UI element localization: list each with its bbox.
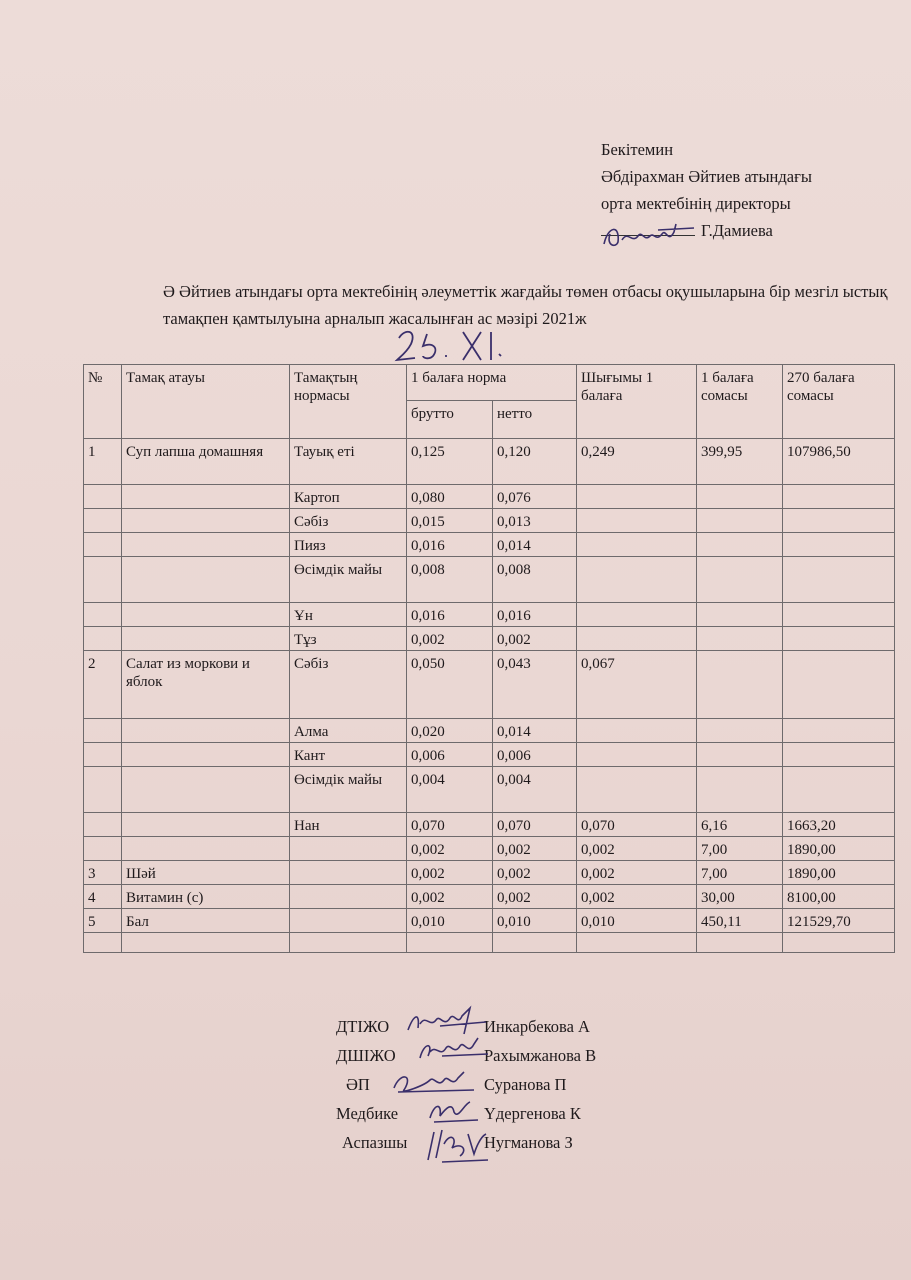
cell-sum-270 [783, 485, 895, 509]
header-sum-one: 1 балаға сомасы [697, 365, 783, 439]
signer-row [336, 1128, 756, 1157]
cell-output: 0,067 [577, 651, 697, 719]
cell-output [577, 933, 697, 953]
cell-output: 0,249 [577, 439, 697, 485]
cell-netto: 0,076 [493, 485, 577, 509]
cell-output: 0,002 [577, 861, 697, 885]
cell-sum-270 [783, 651, 895, 719]
cell-sum-one [697, 719, 783, 743]
cell-output [577, 485, 697, 509]
cell-netto: 0,120 [493, 439, 577, 485]
cell-num [84, 533, 122, 557]
cell-sum-270 [783, 509, 895, 533]
cell-dish [122, 813, 290, 837]
cell-num [84, 557, 122, 603]
cell-brutto: 0,002 [407, 861, 493, 885]
cell-num [84, 743, 122, 767]
cell-sum-one [697, 485, 783, 509]
cell-sum-270: 8100,00 [783, 885, 895, 909]
cell-sum-270 [783, 767, 895, 813]
approval-line-3: орта мектебінің директоры [601, 194, 791, 213]
table-row [84, 603, 895, 627]
cell-brutto: 0,006 [407, 743, 493, 767]
cell-ingredient [290, 909, 407, 933]
cell-dish: Витамин (с) [122, 885, 290, 909]
signer-name: Рахымжанова В [484, 1046, 597, 1065]
table-row [84, 885, 895, 909]
cell-sum-one: 30,00 [697, 885, 783, 909]
cell-sum-one [697, 627, 783, 651]
cell-netto: 0,010 [493, 909, 577, 933]
cell-sum-one [697, 767, 783, 813]
cell-brutto: 0,010 [407, 909, 493, 933]
cell-sum-one: 7,00 [697, 861, 783, 885]
cell-output: 0,070 [577, 813, 697, 837]
cell-dish: Салат из моркови и яблок [122, 651, 290, 719]
cell-num: 5 [84, 909, 122, 933]
cell-dish [122, 743, 290, 767]
table-row [84, 837, 895, 861]
cell-sum-270 [783, 743, 895, 767]
cell-netto: 0,006 [493, 743, 577, 767]
cell-brutto: 0,002 [407, 837, 493, 861]
cell-ingredient [290, 837, 407, 861]
cell-num [84, 719, 122, 743]
cell-dish: Шәй [122, 861, 290, 885]
cell-sum-one [697, 533, 783, 557]
table-row [84, 743, 895, 767]
signer-role: ӘП [346, 1075, 370, 1094]
header-brutto: брутто [407, 401, 493, 439]
cell-dish [122, 557, 290, 603]
cell-sum-270: 1890,00 [783, 837, 895, 861]
cell-num [84, 603, 122, 627]
cell-sum-one [697, 651, 783, 719]
handwritten-date-icon [393, 324, 523, 366]
cell-netto: 0,043 [493, 651, 577, 719]
document-title: Ә Әйтиев атындағы орта мектебінің әлеуметтік жағдайы төмен отбасы оқушыларына бір мезгіл ыстық тамақпен қамтылуына арналып жасалынған ас мәзірі 2021ж [163, 282, 888, 328]
cell-ingredient: Алма [290, 719, 407, 743]
signer-name: Суранова П [484, 1075, 567, 1094]
cell-num [84, 837, 122, 861]
header-norm-per-child: 1 балаға норма [407, 365, 577, 401]
table-row [84, 439, 895, 485]
cell-output [577, 627, 697, 651]
header-output: Шығымы 1 балаға [577, 365, 697, 439]
cell-dish [122, 627, 290, 651]
header-netto: нетто [493, 401, 577, 439]
header-dish: Тамақ атауы [122, 365, 290, 439]
cell-sum-270: 107986,50 [783, 439, 895, 485]
cell-dish [122, 509, 290, 533]
cell-ingredient: Өсімдік майы [290, 767, 407, 813]
director-name: Г.Дамиева [701, 221, 773, 240]
cell-dish [122, 837, 290, 861]
cell-sum-270 [783, 557, 895, 603]
cell-brutto: 0,016 [407, 533, 493, 557]
table-row [84, 861, 895, 885]
cell-netto: 0,002 [493, 885, 577, 909]
cell-dish: Суп лапша домашняя [122, 439, 290, 485]
cell-brutto: 0,002 [407, 627, 493, 651]
cell-output: 0,002 [577, 837, 697, 861]
cell-brutto: 0,125 [407, 439, 493, 485]
table-row [84, 533, 895, 557]
cell-sum-one [697, 603, 783, 627]
director-signature-line [601, 217, 901, 244]
cell-output [577, 533, 697, 557]
cell-output [577, 767, 697, 813]
table-row [84, 557, 895, 603]
cell-sum-one: 7,00 [697, 837, 783, 861]
cell-num [84, 509, 122, 533]
cell-netto: 0,008 [493, 557, 577, 603]
table-row [84, 813, 895, 837]
cell-num: 2 [84, 651, 122, 719]
cell-brutto: 0,002 [407, 885, 493, 909]
cell-sum-270 [783, 627, 895, 651]
cell-output [577, 719, 697, 743]
cell-sum-one [697, 933, 783, 953]
cell-num [84, 767, 122, 813]
cell-sum-270 [783, 603, 895, 627]
cell-netto: 0,002 [493, 861, 577, 885]
cell-ingredient: Ұн [290, 603, 407, 627]
cell-netto [493, 933, 577, 953]
table-header [84, 365, 895, 439]
signer-row [336, 1041, 756, 1070]
signer-role: Медбике [336, 1104, 399, 1123]
cell-netto: 0,014 [493, 533, 577, 557]
cell-dish [122, 767, 290, 813]
cell-brutto: 0,050 [407, 651, 493, 719]
cell-num: 4 [84, 885, 122, 909]
signer-name: Нугманова З [484, 1133, 573, 1152]
cell-netto: 0,070 [493, 813, 577, 837]
cell-sum-270: 121529,70 [783, 909, 895, 933]
cell-num: 3 [84, 861, 122, 885]
cell-dish: Бал [122, 909, 290, 933]
cell-output [577, 509, 697, 533]
cell-netto: 0,002 [493, 837, 577, 861]
cell-sum-270: 1890,00 [783, 861, 895, 885]
cell-sum-one: 6,16 [697, 813, 783, 837]
signer-role: ДШІЖО [336, 1046, 396, 1065]
cell-ingredient [290, 885, 407, 909]
table-row [84, 651, 895, 719]
cell-num [84, 933, 122, 953]
cell-num: 1 [84, 439, 122, 485]
cell-ingredient: Өсімдік майы [290, 557, 407, 603]
cell-num [84, 485, 122, 509]
cell-brutto: 0,080 [407, 485, 493, 509]
header-sum-270: 270 балаға сомасы [783, 365, 895, 439]
cell-netto: 0,004 [493, 767, 577, 813]
table-row [84, 767, 895, 813]
header-norm: Тамақтың нормасы [290, 365, 407, 439]
table-row [84, 627, 895, 651]
menu-table [83, 364, 895, 953]
cell-dish [122, 603, 290, 627]
cell-brutto: 0,004 [407, 767, 493, 813]
cell-dish [122, 533, 290, 557]
table-row [84, 909, 895, 933]
cell-dish [122, 485, 290, 509]
cell-sum-one [697, 557, 783, 603]
cell-sum-270 [783, 933, 895, 953]
cell-brutto: 0,020 [407, 719, 493, 743]
signer-row [336, 1012, 756, 1041]
signer-role: ДТІЖО [336, 1017, 390, 1036]
cell-num [84, 627, 122, 651]
cell-sum-270 [783, 719, 895, 743]
signer-row [336, 1099, 756, 1128]
cell-output: 0,002 [577, 885, 697, 909]
cell-output: 0,010 [577, 909, 697, 933]
cell-ingredient [290, 933, 407, 953]
cell-ingredient: Тұз [290, 627, 407, 651]
cell-ingredient [290, 861, 407, 885]
table-row [84, 485, 895, 509]
approval-line-2: Әбдірахман Әйтиев атындағы [601, 167, 812, 186]
cell-output [577, 743, 697, 767]
cell-brutto [407, 933, 493, 953]
cell-ingredient: Сәбіз [290, 651, 407, 719]
cell-output [577, 603, 697, 627]
signer-role: Аспазшы [342, 1133, 408, 1152]
cell-sum-one [697, 743, 783, 767]
cell-ingredient: Нан [290, 813, 407, 837]
cell-brutto: 0,070 [407, 813, 493, 837]
cell-dish [122, 933, 290, 953]
cell-ingredient: Кант [290, 743, 407, 767]
cell-sum-one: 450,11 [697, 909, 783, 933]
approval-line-1: Бекітемин [601, 140, 674, 159]
table-row [84, 509, 895, 533]
header-num: № [84, 365, 122, 439]
cell-netto: 0,014 [493, 719, 577, 743]
signer-row [336, 1070, 756, 1099]
cell-ingredient: Пияз [290, 533, 407, 557]
cell-brutto: 0,008 [407, 557, 493, 603]
cell-ingredient: Картоп [290, 485, 407, 509]
cell-netto: 0,002 [493, 627, 577, 651]
table-body [84, 439, 895, 953]
cell-num [84, 813, 122, 837]
table-row [84, 933, 895, 953]
cell-dish [122, 719, 290, 743]
cell-netto: 0,016 [493, 603, 577, 627]
cell-ingredient: Сәбіз [290, 509, 407, 533]
cell-brutto: 0,016 [407, 603, 493, 627]
cell-brutto: 0,015 [407, 509, 493, 533]
signers-block [336, 1012, 756, 1157]
cell-sum-one: 399,95 [697, 439, 783, 485]
signer-name: Үдергенова К [484, 1104, 581, 1123]
cell-sum-270: 1663,20 [783, 813, 895, 837]
cell-sum-270 [783, 533, 895, 557]
cell-output [577, 557, 697, 603]
cell-ingredient: Тауық еті [290, 439, 407, 485]
signer-name: Инкарбекова А [484, 1017, 590, 1036]
approval-block [601, 136, 901, 244]
signature-underline [601, 219, 695, 236]
cell-sum-one [697, 509, 783, 533]
table-row [84, 719, 895, 743]
cell-netto: 0,013 [493, 509, 577, 533]
